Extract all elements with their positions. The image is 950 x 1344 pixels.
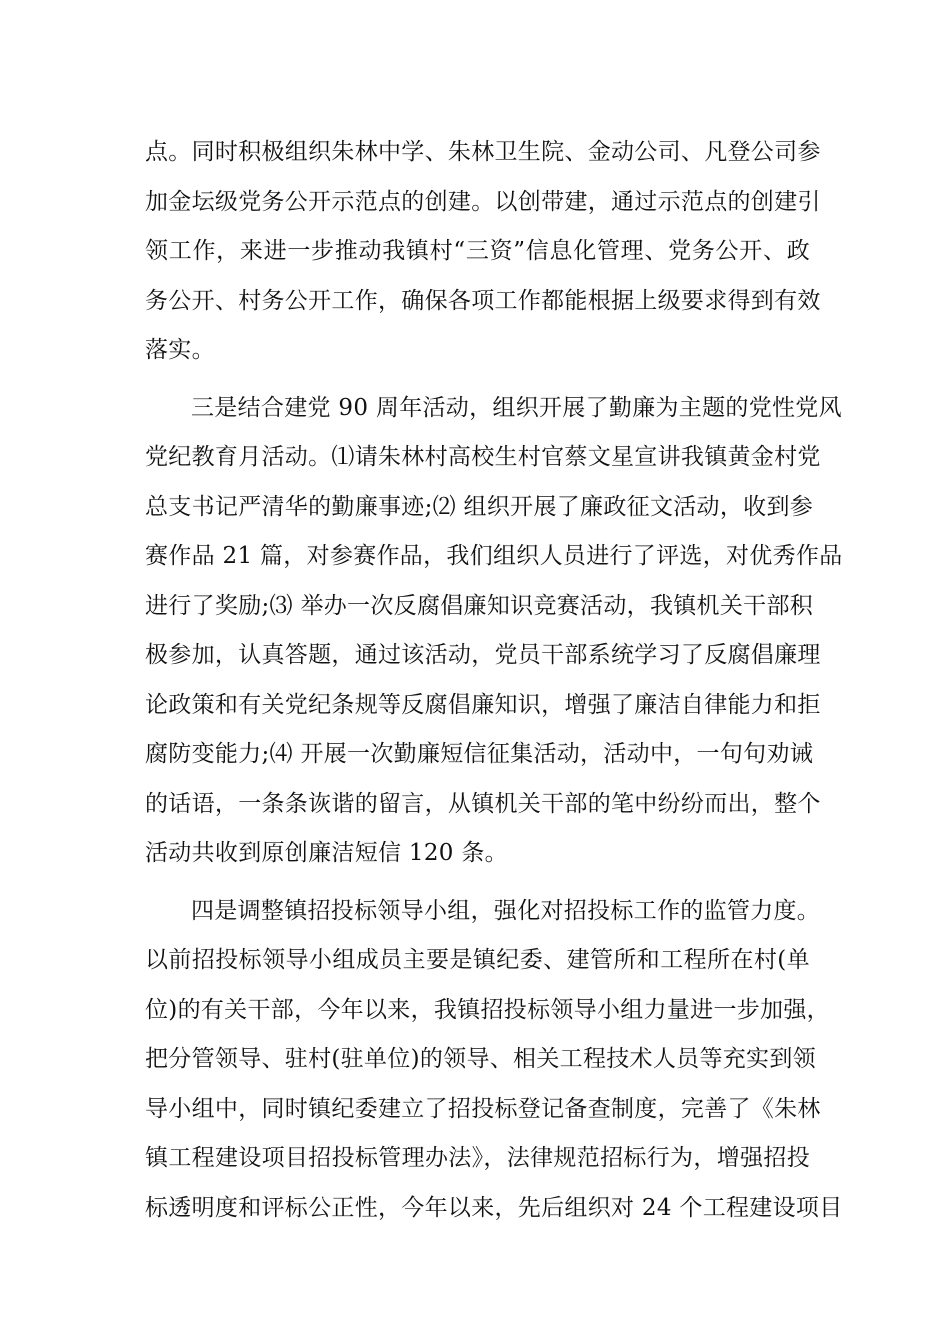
text-line: 务公开、村务公开工作，确保各项工作都能根据上级要求得到有效 — [145, 287, 821, 314]
text-line: 三是结合建党 90 周年活动，组织开展了勤廉为主题的党性党风 — [191, 394, 842, 421]
text-line: 极参加，认真答题，通过该活动，党员干部系统学习了反腐倡廉理 — [145, 642, 821, 668]
text-line: 赛作品 21 篇，对参赛作品，我们组织人员进行了评选，对优秀作品 — [145, 543, 843, 569]
text-line: 总支书记严清华的勤廉事迹;⑵ 组织开展了廉政征文活动，收到参 — [145, 493, 814, 520]
text-line: 腐防变能力;⑷ 开展一次勤廉短信征集活动，活动中，一句句劝诫 — [145, 741, 814, 767]
text-line: 落实。 — [145, 337, 215, 363]
text-line: 的话语，一条条诙谐的留言，从镇机关干部的笔中纷纷而出，整个 — [145, 790, 821, 817]
body-text — [145, 128, 843, 1233]
paragraph-gap — [145, 376, 810, 384]
text-line: 把分管领导、驻村(驻单位)的领导、相关工程技术人员等充实到领 — [145, 1046, 816, 1072]
text-line: 党纪教育月活动。⑴请朱林村高校生村官蔡文星宣讲我镇黄金村党 — [145, 444, 821, 470]
text-line: 位)的有关干部，今年以来，我镇招投标领导小组力量进一步加强， — [145, 996, 830, 1023]
text-line: 点。同时积极组织朱林中学、朱林卫生院、金动公司、凡登公司参 — [145, 139, 821, 165]
paragraph — [145, 384, 843, 879]
text-line: 四是调整镇招投标领导小组，强化对招投标工作的监管力度。 — [191, 897, 821, 924]
text-line: 标透明度和评标公正性，今年以来，先后组织对 24 个工程建设项目 — [145, 1194, 843, 1221]
paragraph — [145, 128, 821, 376]
text-line: 领工作，来进一步推动我镇村“三资”信息化管理、党务公开、政 — [145, 238, 810, 264]
paragraph-gap — [145, 879, 810, 887]
paragraph — [145, 887, 843, 1234]
text-line: 镇工程建设项目招投标管理办法》，法律规范招标行为，增强招投 — [145, 1145, 810, 1171]
text-line: 论政策和有关党纪条规等反腐倡廉知识，增强了廉洁自律能力和拒 — [145, 691, 821, 718]
text-line: 加金坛级党务公开示范点的创建。以创带建，通过示范点的创建引 — [145, 188, 821, 215]
text-line: 进行了奖励;⑶ 举办一次反腐倡廉知识竞赛活动，我镇机关干部积 — [145, 592, 814, 619]
text-line: 以前招投标领导小组成员主要是镇纪委、建管所和工程所在村(单 — [145, 947, 810, 973]
text-line: 导小组中，同时镇纪委建立了招投标登记备查制度，完善了《朱林 — [145, 1095, 821, 1122]
text-line: 活动共收到原创廉洁短信 120 条。 — [145, 840, 508, 866]
